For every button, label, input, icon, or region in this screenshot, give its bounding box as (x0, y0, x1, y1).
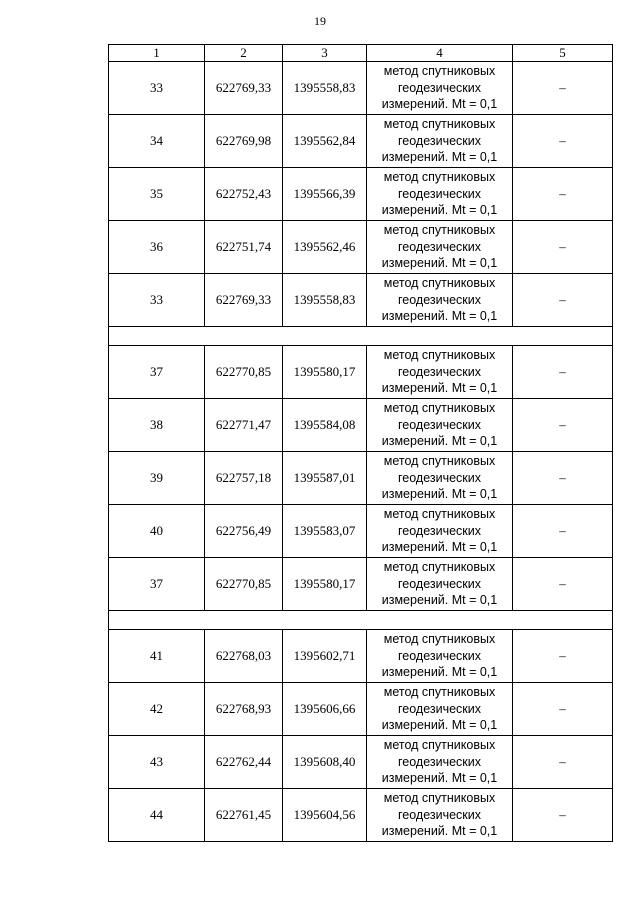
x-coordinate-cell: 622769,33 (205, 62, 283, 115)
method-line-3: измерений. Mt = 0,1 (381, 256, 498, 271)
table-row (109, 683, 613, 736)
method-cell (367, 736, 513, 789)
point-number-cell: 37 (109, 346, 205, 399)
point-number-cell: 39 (109, 452, 205, 505)
page-number: 19 (314, 14, 326, 28)
method-line-3: измерений. Mt = 0,1 (381, 593, 498, 608)
description-cell: – (513, 558, 613, 611)
x-coordinate-cell: 622769,98 (205, 115, 283, 168)
method-line-3: измерений. Mt = 0,1 (381, 150, 498, 165)
point-number-cell: 40 (109, 505, 205, 558)
description-cell: – (513, 683, 613, 736)
method-line-1: метод спутниковых (383, 560, 496, 575)
header-col-4: 4 (367, 45, 513, 62)
table-row (109, 736, 613, 789)
header-col-5: 5 (513, 45, 613, 62)
method-cell (367, 558, 513, 611)
y-coordinate-cell: 1395606,66 (283, 683, 367, 736)
method-line-2: геодезических (397, 576, 481, 591)
y-coordinate-cell: 1395587,01 (283, 452, 367, 505)
method-line-3: измерений. Mt = 0,1 (381, 97, 498, 112)
method-cell (367, 683, 513, 736)
method-line-2: геодезических (397, 292, 481, 307)
table-row (109, 115, 613, 168)
y-coordinate-cell: 1395558,83 (283, 62, 367, 115)
method-line-2: геодезических (397, 648, 481, 663)
header-col-1: 1 (109, 45, 205, 62)
description-cell: – (513, 115, 613, 168)
method-line-1: метод спутниковых (383, 401, 496, 416)
y-coordinate-cell: 1395580,17 (283, 346, 367, 399)
description-cell: – (513, 399, 613, 452)
method-line-3: измерений. Mt = 0,1 (381, 309, 498, 324)
method-line-2: геодезических (397, 239, 481, 254)
method-line-3: измерений. Mt = 0,1 (381, 381, 498, 396)
description-cell: – (513, 736, 613, 789)
header-col-3: 3 (283, 45, 367, 62)
method-line-3: измерений. Mt = 0,1 (381, 487, 498, 502)
point-number-cell: 35 (109, 168, 205, 221)
description-cell: – (513, 168, 613, 221)
method-cell (367, 452, 513, 505)
x-coordinate-cell: 622770,85 (205, 346, 283, 399)
method-cell (367, 115, 513, 168)
point-number-cell: 37 (109, 558, 205, 611)
method-line-1: метод спутниковых (383, 117, 496, 132)
y-coordinate-cell: 1395608,40 (283, 736, 367, 789)
y-coordinate-cell: 1395558,83 (283, 274, 367, 327)
method-line-2: геодезических (397, 807, 481, 822)
x-coordinate-cell: 622761,45 (205, 789, 283, 842)
method-line-1: метод спутниковых (383, 276, 496, 291)
x-coordinate-cell: 622768,03 (205, 630, 283, 683)
method-cell (367, 630, 513, 683)
contour-separator-row (109, 611, 613, 630)
y-coordinate-cell: 1395562,84 (283, 115, 367, 168)
method-line-2: геодезических (397, 701, 481, 716)
point-number-cell: 38 (109, 399, 205, 452)
table-body (109, 62, 613, 842)
method-line-2: геодезических (397, 133, 481, 148)
header-col-2: 2 (205, 45, 283, 62)
method-line-1: метод спутниковых (383, 632, 496, 647)
x-coordinate-cell: 622769,33 (205, 274, 283, 327)
coordinates-table (108, 44, 613, 842)
point-number-cell: 42 (109, 683, 205, 736)
method-line-3: измерений. Mt = 0,1 (381, 434, 498, 449)
description-cell: – (513, 505, 613, 558)
method-cell (367, 346, 513, 399)
point-number-cell: 41 (109, 630, 205, 683)
method-line-3: измерений. Mt = 0,1 (381, 718, 498, 733)
y-coordinate-cell: 1395583,07 (283, 505, 367, 558)
x-coordinate-cell: 622752,43 (205, 168, 283, 221)
method-cell (367, 168, 513, 221)
x-coordinate-cell: 622771,47 (205, 399, 283, 452)
x-coordinate-cell: 622751,74 (205, 221, 283, 274)
y-coordinate-cell: 1395584,08 (283, 399, 367, 452)
method-line-2: геодезических (397, 417, 481, 432)
point-number-cell: 33 (109, 274, 205, 327)
table-row (109, 558, 613, 611)
method-line-3: измерений. Mt = 0,1 (381, 771, 498, 786)
description-cell: – (513, 221, 613, 274)
point-number-cell: 43 (109, 736, 205, 789)
y-coordinate-cell: 1395604,56 (283, 789, 367, 842)
y-coordinate-cell: 1395562,46 (283, 221, 367, 274)
method-line-2: геодезических (397, 470, 481, 485)
method-line-1: метод спутниковых (383, 64, 496, 79)
method-line-1: метод спутниковых (383, 685, 496, 700)
method-line-1: метод спутниковых (383, 348, 496, 363)
method-cell (367, 62, 513, 115)
method-line-3: измерений. Mt = 0,1 (381, 824, 498, 839)
description-cell: – (513, 346, 613, 399)
method-line-2: геодезических (397, 364, 481, 379)
description-cell: – (513, 274, 613, 327)
table-row (109, 168, 613, 221)
method-cell (367, 221, 513, 274)
y-coordinate-cell: 1395566,39 (283, 168, 367, 221)
point-number-cell: 44 (109, 789, 205, 842)
description-cell: – (513, 452, 613, 505)
table-row (109, 346, 613, 399)
method-line-2: геодезических (397, 186, 481, 201)
x-coordinate-cell: 622756,49 (205, 505, 283, 558)
method-line-1: метод спутниковых (383, 738, 496, 753)
table-row (109, 505, 613, 558)
method-line-1: метод спутниковых (383, 170, 496, 185)
x-coordinate-cell: 622762,44 (205, 736, 283, 789)
method-line-2: геодезических (397, 523, 481, 538)
method-line-1: метод спутниковых (383, 791, 496, 806)
separator-cell (109, 611, 613, 630)
point-number-cell: 33 (109, 62, 205, 115)
method-line-2: геодезических (397, 80, 481, 95)
x-coordinate-cell: 622768,93 (205, 683, 283, 736)
table-row (109, 221, 613, 274)
method-line-1: метод спутниковых (383, 223, 496, 238)
table-row (109, 274, 613, 327)
separator-cell (109, 327, 613, 346)
method-line-1: метод спутниковых (383, 507, 496, 522)
contour-separator-row (109, 327, 613, 346)
method-line-3: измерений. Mt = 0,1 (381, 203, 498, 218)
method-cell (367, 399, 513, 452)
method-cell (367, 505, 513, 558)
x-coordinate-cell: 622757,18 (205, 452, 283, 505)
method-line-2: геодезических (397, 754, 481, 769)
description-cell: – (513, 630, 613, 683)
x-coordinate-cell: 622770,85 (205, 558, 283, 611)
point-number-cell: 36 (109, 221, 205, 274)
table-row (109, 62, 613, 115)
description-cell: – (513, 789, 613, 842)
method-line-3: измерений. Mt = 0,1 (381, 540, 498, 555)
table-row (109, 452, 613, 505)
table-header-row (109, 45, 613, 62)
description-cell: – (513, 62, 613, 115)
point-number-cell: 34 (109, 115, 205, 168)
table-row (109, 399, 613, 452)
y-coordinate-cell: 1395602,71 (283, 630, 367, 683)
table-row (109, 630, 613, 683)
y-coordinate-cell: 1395580,17 (283, 558, 367, 611)
table-row (109, 789, 613, 842)
method-line-1: метод спутниковых (383, 454, 496, 469)
method-cell (367, 789, 513, 842)
method-cell (367, 274, 513, 327)
method-line-3: измерений. Mt = 0,1 (381, 665, 498, 680)
